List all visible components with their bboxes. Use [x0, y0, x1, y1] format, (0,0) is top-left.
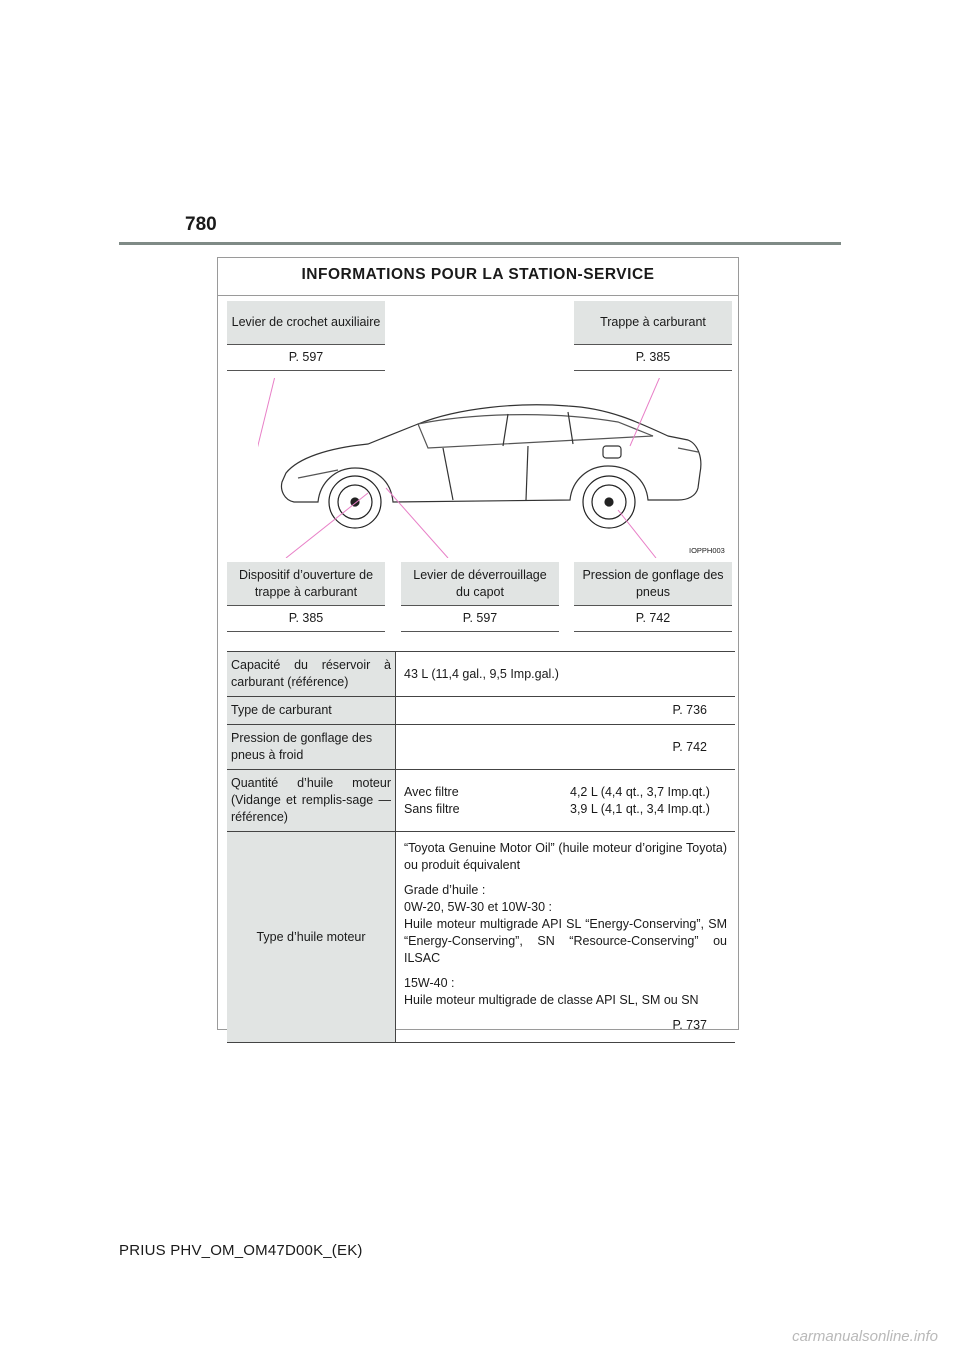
- station-service-panel: [217, 257, 739, 1030]
- oil-grade-list: 0W-20, 5W-30 et 10W-30 :: [404, 900, 552, 914]
- callout-ref[interactable]: P. 385: [227, 606, 385, 632]
- oil-grade-body: Huile moteur multigrade API SL “Energy-Conserving”, SM “Energy-Conserving”, SN “Resource-Conserving” ou ILSAC: [404, 917, 727, 965]
- callout-fuel-door-opener: [227, 562, 385, 632]
- oil-grade-head: Grade d’huile :: [404, 883, 486, 897]
- fuel-capacity-label: Capacité du réservoir à carburant (référence): [227, 652, 396, 697]
- callout-ref[interactable]: P. 597: [227, 345, 385, 371]
- document-footer: PRIUS PHV_OM_OM47D00K_(EK): [119, 1242, 363, 1259]
- callout-label: Levier de déverrouillage du capot: [401, 562, 559, 606]
- oil-type-ref[interactable]: P. 737: [672, 1018, 707, 1032]
- table-row: [227, 832, 735, 1043]
- callout-label: Pression de gonflage des pneus: [574, 562, 732, 606]
- table-row: [227, 697, 735, 725]
- callout-label: Trappe à carburant: [574, 301, 732, 345]
- without-filter-label: Sans filtre: [404, 801, 460, 816]
- tire-pressure-ref[interactable]: P. 742: [672, 739, 707, 754]
- callout-ref[interactable]: P. 742: [574, 606, 732, 632]
- fuel-type-label: Type de carburant: [227, 697, 396, 725]
- callout-ref[interactable]: P. 597: [401, 606, 559, 632]
- oil-type-label: Type d’huile moteur: [227, 832, 396, 1043]
- table-row: [227, 725, 735, 770]
- callout-hood-lever: [401, 562, 559, 632]
- service-info-table: [227, 651, 735, 1043]
- oil-grade-paragraph: [404, 882, 727, 967]
- fuel-type-ref[interactable]: P. 736: [672, 703, 707, 717]
- illustration-code: IOPPH003: [689, 546, 725, 555]
- with-filter-label: Avec filtre: [404, 784, 459, 799]
- table-row: [227, 652, 735, 697]
- panel-title: INFORMATIONS POUR LA STATION-SERVICE: [301, 266, 655, 283]
- oil-quantity-value: [396, 770, 736, 832]
- oil-quantity-label: Quantité d’huile moteur (Vidange et remplis-sage — référence): [227, 770, 396, 832]
- title-divider: [218, 295, 738, 296]
- fuel-capacity-value: 43 L (11,4 gal., 9,5 Imp.gal.): [404, 666, 559, 681]
- page-number: 780: [185, 214, 217, 235]
- callout-label: Dispositif d’ouverture de trappe à carburant: [227, 562, 385, 606]
- callout-ref[interactable]: P. 385: [574, 345, 732, 371]
- callout-fuel-door: [574, 301, 732, 371]
- car-drawing: [258, 378, 738, 558]
- tire-pressure-label: Pression de gonflage des pneus à froid: [227, 725, 396, 770]
- watermark: carmanualsonline.info: [792, 1328, 938, 1345]
- without-filter-value: 3,9 L (4,1 qt., 3,4 Imp.qt.): [570, 801, 710, 816]
- oil-15w40-paragraph: [404, 975, 727, 1009]
- oil-15w40-head: 15W-40 :: [404, 976, 455, 990]
- car-illustration: [258, 378, 738, 558]
- oil-15w40-body: Huile moteur multigrade de classe API SL, SM ou SN: [404, 993, 699, 1007]
- table-row: [227, 770, 735, 832]
- callout-tire-pressure: [574, 562, 732, 632]
- callout-hook-lever: [227, 301, 385, 371]
- oil-type-value: [396, 832, 736, 1043]
- header-rule: [119, 242, 841, 245]
- oil-type-para1: “Toyota Genuine Motor Oil” (huile moteur d’origine Toyota) ou produit équivalent: [404, 841, 727, 872]
- callout-label: Levier de crochet auxiliaire: [227, 301, 385, 345]
- with-filter-value: 4,2 L (4,4 qt., 3,7 Imp.qt.): [570, 784, 710, 799]
